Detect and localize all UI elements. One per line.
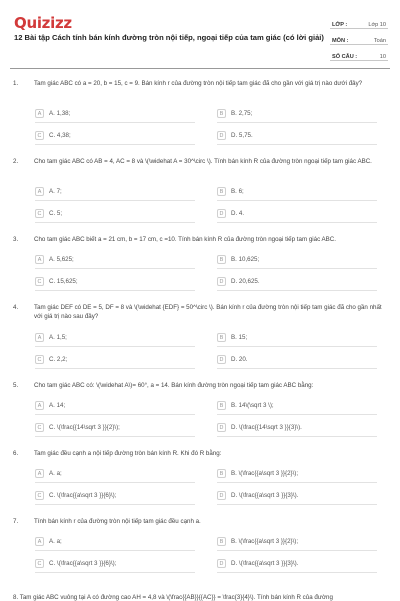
question-2 bbox=[0, 156, 400, 234]
option-key: B bbox=[217, 537, 226, 546]
option-key: C bbox=[35, 491, 44, 500]
worksheet-meta bbox=[330, 13, 388, 61]
option-b[interactable] bbox=[217, 332, 377, 343]
option-c[interactable] bbox=[35, 354, 195, 365]
question-number: 5. bbox=[13, 382, 19, 389]
option-key: B bbox=[217, 255, 226, 264]
option-key: C bbox=[35, 277, 44, 286]
option-key: D bbox=[217, 355, 226, 364]
meta-row-class bbox=[330, 13, 388, 29]
question-7 bbox=[0, 516, 400, 584]
option-text: B. \(\frac{{a\sqrt 3 }}{2}\); bbox=[231, 538, 299, 545]
question-number: 3. bbox=[13, 236, 19, 243]
question-number: 7. bbox=[13, 518, 19, 525]
option-key: B bbox=[217, 401, 226, 410]
option-text: C. 15,625; bbox=[49, 278, 78, 285]
question-list bbox=[0, 78, 400, 584]
option-b[interactable] bbox=[217, 400, 377, 411]
option-a[interactable] bbox=[35, 332, 195, 343]
question-text: Tính bán kính r của đường tròn nội tiếp tam giác đều cạnh a. bbox=[34, 518, 201, 525]
meta-label: SỐ CÂU : bbox=[332, 54, 358, 60]
option-text: B. 14\(\sqrt 3 \); bbox=[231, 402, 274, 409]
option-d[interactable] bbox=[217, 490, 377, 501]
option-key: A bbox=[35, 537, 44, 546]
option-b[interactable] bbox=[217, 186, 377, 197]
option-text: B. 2,75; bbox=[231, 110, 253, 117]
option-a[interactable] bbox=[35, 186, 195, 197]
question-8-cutoff: 8. Tam giác ABC vuông tại A có đường cao AH = 4,8 và \(\frac{{AB}}{{AC}} = \frac{3}{4}\). Tính bán kính R của đường bbox=[13, 594, 333, 601]
question-4 bbox=[0, 302, 400, 380]
option-key: D bbox=[217, 277, 226, 286]
option-key: A bbox=[35, 333, 44, 342]
option-key: B bbox=[217, 109, 226, 118]
option-key: A bbox=[35, 401, 44, 410]
header-divider bbox=[10, 68, 390, 69]
option-b[interactable] bbox=[217, 536, 377, 547]
option-a[interactable] bbox=[35, 254, 195, 265]
option-text: D. \(\frac{{14\sqrt 3 }}{3}\). bbox=[231, 424, 302, 431]
meta-label: LỚP : bbox=[332, 22, 348, 28]
option-b[interactable] bbox=[217, 108, 377, 119]
meta-value: Lớp 10 bbox=[368, 22, 386, 28]
meta-value: Toán bbox=[373, 38, 386, 44]
option-text: C. 2,2; bbox=[49, 356, 68, 363]
option-key: B bbox=[217, 333, 226, 342]
option-key: D bbox=[217, 209, 226, 218]
option-text: A. 5,625; bbox=[49, 256, 74, 263]
question-number: 1. bbox=[13, 80, 19, 87]
option-a[interactable] bbox=[35, 468, 195, 479]
option-a[interactable] bbox=[35, 400, 195, 411]
question-number: 2. bbox=[13, 158, 19, 165]
option-key: D bbox=[217, 559, 226, 568]
option-text: A. a; bbox=[49, 538, 62, 545]
meta-value: 10 bbox=[379, 54, 386, 60]
option-text: D. \(\frac{{a\sqrt 3 }}{3}\). bbox=[231, 560, 299, 567]
option-text: B. 15; bbox=[231, 334, 248, 341]
option-text: A. 1,5; bbox=[49, 334, 67, 341]
option-d[interactable] bbox=[217, 422, 377, 433]
option-text: B. 10,625; bbox=[231, 256, 260, 263]
question-number: 4. bbox=[13, 304, 19, 311]
option-text: C. \(\frac{{a\sqrt 3 }}{6}\); bbox=[49, 560, 117, 567]
question-text: Tam giác ABC có a = 20, b = 15, c = 9. Bán kính r của đường tròn nội tiếp tam giác đã cho gần với giá trị nào dưới đây? bbox=[34, 80, 363, 87]
option-key: C bbox=[35, 355, 44, 364]
option-text: A. 1,38; bbox=[49, 110, 71, 117]
option-text: D. 4. bbox=[231, 210, 245, 217]
question-number: 6. bbox=[13, 450, 19, 457]
option-key: C bbox=[35, 423, 44, 432]
option-key: B bbox=[217, 187, 226, 196]
option-text: D. 20,625. bbox=[231, 278, 260, 285]
option-key: C bbox=[35, 209, 44, 218]
question-text: Tam giác đều cạnh a nội tiếp đường tròn bán kính R. Khi đó R bằng: bbox=[34, 450, 222, 457]
option-key: A bbox=[35, 187, 44, 196]
option-text: D. 5,75. bbox=[231, 132, 253, 139]
option-d[interactable] bbox=[217, 354, 377, 365]
option-key: D bbox=[217, 491, 226, 500]
option-key: A bbox=[35, 109, 44, 118]
option-key: C bbox=[35, 131, 44, 140]
question-text: Cho tam giác ABC có AB = 4, AC = 8 và \(\widehat A = 30^\circ \). Tính bán kính R của đường tròn ngoại tiếp tam giác ABC. bbox=[34, 158, 372, 165]
option-text: C. \(\frac{{14\sqrt 3 }}{2}\); bbox=[49, 424, 120, 431]
option-key: D bbox=[217, 423, 226, 432]
meta-label: MÔN : bbox=[332, 38, 349, 44]
worksheet-header bbox=[0, 0, 400, 64]
worksheet-title: 12 Bài tập Cách tính bán kính đường tròn nội tiếp, ngoại tiếp của tam giác (có lời giải) bbox=[14, 33, 324, 42]
option-key: D bbox=[217, 131, 226, 140]
option-c[interactable] bbox=[35, 130, 195, 141]
option-key: C bbox=[35, 559, 44, 568]
option-text: C. \(\frac{{a\sqrt 3 }}{6}\); bbox=[49, 492, 117, 499]
option-d[interactable] bbox=[217, 130, 377, 141]
option-text: D. \(\frac{{a\sqrt 3 }}{3}\). bbox=[231, 492, 299, 499]
question-6 bbox=[0, 448, 400, 516]
option-d[interactable] bbox=[217, 276, 377, 287]
option-d[interactable] bbox=[217, 208, 377, 219]
question-1 bbox=[0, 78, 400, 156]
option-c[interactable] bbox=[35, 208, 195, 219]
question-text: Cho tam giác ABC có: \(\widehat A\)= 60°, a = 14. Bán kính đường tròn ngoại tiếp tam giác ABC bằng: bbox=[34, 382, 314, 389]
option-b[interactable] bbox=[217, 254, 377, 265]
question-text: Tam giác DEF có DE = 5, DF = 8 và \(\widehat {EDF} = 50^\circ \). Bán kính r của đường tròn nội tiếp tam giác đã cho gần nhất với giá trị nào sau đây? bbox=[34, 304, 382, 320]
option-c[interactable] bbox=[35, 276, 195, 287]
option-d[interactable] bbox=[217, 558, 377, 569]
meta-row-count bbox=[330, 45, 388, 61]
question-text: Cho tam giác ABC biết a = 21 cm, b = 17 cm, c =10. Tính bán kính R của đường tròn ngoại tiếp tam giác ABC. bbox=[34, 236, 336, 243]
option-key: B bbox=[217, 469, 226, 478]
option-text: A. 7; bbox=[49, 188, 62, 195]
question-5 bbox=[0, 380, 400, 448]
option-text: A. 14; bbox=[49, 402, 66, 409]
option-text: C. 4,38; bbox=[49, 132, 71, 139]
option-a[interactable] bbox=[35, 536, 195, 547]
option-text: D. 20. bbox=[231, 356, 248, 363]
option-b[interactable] bbox=[217, 468, 377, 479]
option-a[interactable] bbox=[35, 108, 195, 119]
option-key: A bbox=[35, 255, 44, 264]
quizizz-logo: Quizizz bbox=[14, 14, 72, 32]
option-text: A. a; bbox=[49, 470, 62, 477]
option-text: B. 6; bbox=[231, 188, 244, 195]
question-3 bbox=[0, 234, 400, 302]
option-text: C. 5; bbox=[49, 210, 63, 217]
option-c[interactable] bbox=[35, 490, 195, 501]
option-c[interactable] bbox=[35, 558, 195, 569]
option-key: A bbox=[35, 469, 44, 478]
option-c[interactable] bbox=[35, 422, 195, 433]
option-text: B. \(\frac{{a\sqrt 3 }}{2}\); bbox=[231, 470, 299, 477]
meta-row-subject bbox=[330, 29, 388, 45]
